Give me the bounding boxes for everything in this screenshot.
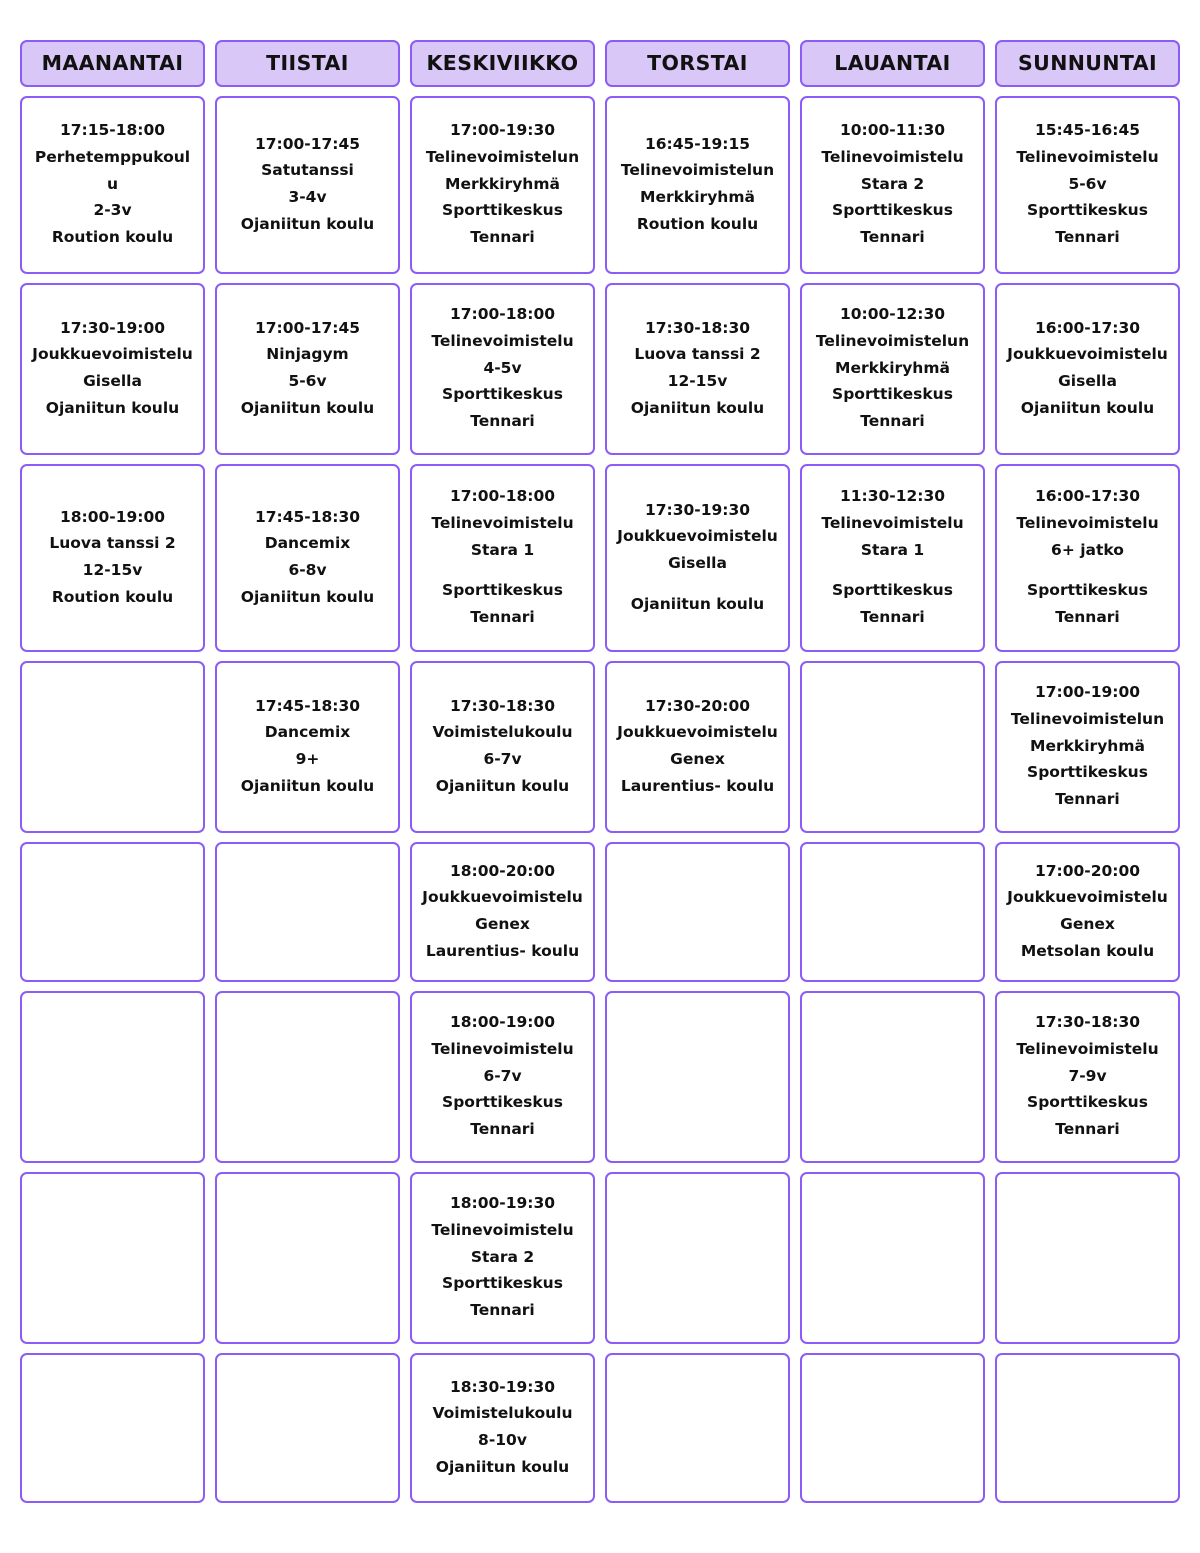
schedule-cell-line: Ojaniitun koulu xyxy=(240,214,375,233)
schedule-cell-line: 17:30-19:30 xyxy=(644,500,751,519)
schedule-cell-line: 12-15v xyxy=(82,561,143,579)
schedule-cell-line: Sporttikeskus xyxy=(442,581,563,600)
schedule-cell-line: 17:30-18:30 xyxy=(1034,1013,1141,1032)
schedule-cell-line: Sporttikeskus xyxy=(832,201,953,220)
schedule-cell-line: Sporttikeskus xyxy=(442,1093,563,1112)
schedule-cell-line: Ojaniitun koulu xyxy=(435,1457,570,1476)
schedule-cell xyxy=(605,96,790,274)
schedule-cell-line: Voimistelukoulu xyxy=(432,1404,573,1423)
schedule-cell-line: Ninjagym xyxy=(266,345,349,364)
schedule-cell-line: Sporttikeskus xyxy=(1027,763,1148,782)
schedule-cell xyxy=(800,661,985,833)
schedule-cell xyxy=(605,991,790,1163)
schedule-cell-line: 10:00-12:30 xyxy=(839,305,946,324)
schedule-cell-line: 16:00-17:30 xyxy=(1034,487,1141,506)
schedule-cell xyxy=(800,1353,985,1503)
day-header-tuesday: TIISTAI xyxy=(215,40,400,87)
schedule-cell xyxy=(215,842,400,982)
schedule-cell-line: Tennari xyxy=(860,227,925,246)
schedule-cell-line: Sporttikeskus xyxy=(442,385,563,404)
schedule-cell-line: 10:00-11:30 xyxy=(839,121,946,140)
schedule-cell-line: Voimistelukoulu xyxy=(432,723,573,742)
schedule-cell-line: Tennari xyxy=(470,1300,535,1319)
schedule-cell xyxy=(605,1353,790,1503)
schedule-cell-line: Ojaniitun koulu xyxy=(45,398,180,417)
schedule-cell xyxy=(410,842,595,982)
schedule-cell-line: Ojaniitun koulu xyxy=(240,776,375,795)
schedule-cell-line: Telinevoimistelu xyxy=(431,1221,574,1240)
schedule-cell xyxy=(20,96,205,274)
schedule-cell xyxy=(995,283,1180,455)
schedule-cell-line: 17:00-18:00 xyxy=(449,305,556,324)
schedule-cell-line: Telinevoimistelu xyxy=(431,332,574,351)
schedule-cell xyxy=(215,661,400,833)
schedule-cell-line: Merkkiryhmä xyxy=(640,188,755,206)
schedule-cell-line: 16:00-17:30 xyxy=(1034,318,1141,337)
schedule-cell-line: Sporttikeskus xyxy=(832,385,953,404)
day-header-sunday: SUNNUNTAI xyxy=(995,40,1180,87)
schedule-cell-line: Joukkuevoimistelu xyxy=(617,723,778,742)
schedule-cell-line: 11:30-12:30 xyxy=(839,487,946,506)
schedule-cell-line: 17:15-18:00 xyxy=(59,121,166,140)
schedule-cell-line: Metsolan koulu xyxy=(1020,941,1155,960)
schedule-cell xyxy=(410,991,595,1163)
schedule-cell xyxy=(20,1353,205,1503)
schedule-cell-line xyxy=(1003,563,1172,577)
schedule-cell-line: Stara 1 xyxy=(860,540,925,559)
schedule-cell-line: Dancemix xyxy=(264,534,351,553)
day-header-monday: MAANANTAI xyxy=(20,40,205,87)
schedule-cell-line: 9+ xyxy=(295,750,320,768)
schedule-cell-line: Sporttikeskus xyxy=(1027,1093,1148,1112)
schedule-cell-line: 4-5v xyxy=(483,358,522,377)
schedule-cell xyxy=(995,842,1180,982)
schedule-cell-line: 6+ jatko xyxy=(1051,540,1124,559)
schedule-cell xyxy=(20,1172,205,1344)
schedule-cell xyxy=(605,283,790,455)
schedule-cell-line: Joukkuevoimistelu xyxy=(1007,345,1168,364)
schedule-cell-line: Satutanssi xyxy=(261,161,354,180)
schedule-cell-line: Telinevoimistelu xyxy=(1016,148,1159,167)
schedule-cell-line: Genex xyxy=(670,750,725,768)
schedule-cell-line: Telinevoimistelu xyxy=(1016,1040,1159,1059)
schedule-cell xyxy=(995,1353,1180,1503)
schedule-cell-line: Ojaniitun koulu xyxy=(630,398,765,417)
schedule-cell-line: Genex xyxy=(1060,915,1115,933)
schedule-cell-line: 18:00-19:00 xyxy=(59,507,166,526)
schedule-cell xyxy=(20,464,205,652)
schedule-cell xyxy=(410,1353,595,1503)
schedule-cell-line: Telinevoimistelu xyxy=(431,1040,574,1059)
schedule-cell xyxy=(215,283,400,455)
schedule-cell-line: Luova tanssi 2 xyxy=(634,345,761,364)
schedule-cell-line: Telinevoimistelun xyxy=(1010,710,1165,729)
schedule-cell xyxy=(605,842,790,982)
schedule-cell-line: Genex xyxy=(475,915,530,933)
schedule-cell-line: Telinevoimistelu xyxy=(821,148,964,167)
schedule-cell xyxy=(605,464,790,652)
schedule-cell-line: Roution koulu xyxy=(51,227,174,246)
schedule-cell-line: Tennari xyxy=(1055,227,1120,246)
schedule-cell-line: Tennari xyxy=(1055,1119,1120,1138)
schedule-cell xyxy=(605,1172,790,1344)
schedule-cell-line: Tennari xyxy=(860,607,925,626)
schedule-cell-line: Tennari xyxy=(470,411,535,430)
schedule-cell-line: 17:00-17:45 xyxy=(254,318,361,337)
schedule-cell-line: 5-6v xyxy=(1068,174,1107,193)
schedule-cell xyxy=(995,464,1180,652)
schedule-cell-line: Joukkuevoimistelu xyxy=(1007,888,1168,907)
schedule-cell-line: Tennari xyxy=(860,411,925,430)
schedule-cell-line: Tennari xyxy=(1055,789,1120,808)
schedule-cell-line: 5-6v xyxy=(288,372,327,390)
schedule-cell-line: 17:30-18:30 xyxy=(644,318,751,337)
schedule-cell-line: Sporttikeskus xyxy=(832,581,953,600)
schedule-cell-line: 18:00-19:30 xyxy=(449,1194,556,1213)
schedule-cell-line xyxy=(418,563,587,577)
schedule-cell-line: Telinevoimistelu xyxy=(431,514,574,533)
schedule-cell-line: Telinevoimistelun xyxy=(425,148,580,167)
schedule-cell-line: 17:30-20:00 xyxy=(644,696,751,715)
schedule-cell-line: Luova tanssi 2 xyxy=(49,534,176,553)
schedule-cell-line: Laurentius- koulu xyxy=(620,776,775,795)
schedule-cell-line: Tennari xyxy=(1055,607,1120,626)
schedule-cell xyxy=(800,842,985,982)
schedule-cell-line: 17:45-18:30 xyxy=(254,507,361,526)
schedule-cell-line: 17:00-19:00 xyxy=(1034,683,1141,702)
schedule-cell-line: Stara 2 xyxy=(470,1247,535,1266)
schedule-cell xyxy=(215,1353,400,1503)
schedule-cell-line: 2-3v xyxy=(93,201,132,220)
schedule-cell-line: 18:30-19:30 xyxy=(449,1377,556,1396)
schedule-cell-line: Roution koulu xyxy=(636,214,759,233)
schedule-cell xyxy=(20,661,205,833)
schedule-cell-line: 17:30-18:30 xyxy=(449,696,556,715)
schedule-cell-line: Stara 2 xyxy=(860,174,925,193)
schedule-cell-line: 15:45-16:45 xyxy=(1034,121,1141,140)
schedule-cell-line: 6-7v xyxy=(483,750,522,768)
schedule-cell-line: Joukkuevoimistelu xyxy=(32,345,193,364)
schedule-cell xyxy=(995,96,1180,274)
schedule-cell-line: Ojaniitun koulu xyxy=(1020,398,1155,417)
schedule-cell-line: Telinevoimistelu xyxy=(821,514,964,533)
schedule-cell-line: 17:45-18:30 xyxy=(254,696,361,715)
schedule-cell-line: 12-15v xyxy=(667,372,728,390)
schedule-cell xyxy=(20,842,205,982)
schedule-cell-line: Joukkuevoimistelu xyxy=(422,888,583,907)
schedule-cell-line: 7-9v xyxy=(1068,1066,1107,1085)
schedule-cell-line: 18:00-19:00 xyxy=(449,1013,556,1032)
schedule-cell-line: Gisella xyxy=(83,372,142,390)
schedule-grid xyxy=(20,40,1180,1503)
schedule-cell-line: Stara 1 xyxy=(470,540,535,559)
schedule-cell-line: Tennari xyxy=(470,227,535,246)
schedule-cell-line: Ojaniitun koulu xyxy=(240,398,375,417)
schedule-cell xyxy=(800,464,985,652)
schedule-cell xyxy=(410,96,595,274)
schedule-cell-line: Roution koulu xyxy=(51,587,174,606)
schedule-cell xyxy=(995,1172,1180,1344)
schedule-cell xyxy=(605,661,790,833)
schedule-cell-line: u xyxy=(106,174,119,193)
schedule-cell-line: Telinevoimistelu xyxy=(1016,514,1159,533)
schedule-cell-line: Sporttikeskus xyxy=(442,1274,563,1293)
schedule-cell-line xyxy=(613,577,782,591)
schedule-cell xyxy=(20,283,205,455)
schedule-cell xyxy=(800,96,985,274)
schedule-cell-line: Gisella xyxy=(1058,372,1117,390)
schedule-cell xyxy=(410,1172,595,1344)
schedule-cell-line: Tennari xyxy=(470,1119,535,1138)
schedule-cell-line: Dancemix xyxy=(264,723,351,742)
schedule-cell-line: Ojaniitun koulu xyxy=(435,776,570,795)
schedule-cell-line: Merkkiryhmä xyxy=(1030,736,1145,755)
schedule-cell-line: Ojaniitun koulu xyxy=(630,594,765,613)
schedule-cell-line: 17:00-19:30 xyxy=(449,121,556,140)
schedule-cell-line: 17:30-19:00 xyxy=(59,318,166,337)
day-header-wednesday: KESKIVIIKKO xyxy=(410,40,595,87)
schedule-cell-line: 18:00-20:00 xyxy=(449,861,556,880)
schedule-cell-line: Telinevoimistelun xyxy=(620,161,775,180)
day-header-thursday: TORSTAI xyxy=(605,40,790,87)
schedule-cell xyxy=(215,464,400,652)
schedule-cell-line: 17:00-20:00 xyxy=(1034,861,1141,880)
schedule-cell-line: Merkkiryhmä xyxy=(835,358,950,377)
schedule-cell-line: 6-8v xyxy=(288,561,327,579)
schedule-cell xyxy=(215,96,400,274)
schedule-cell-line: Telinevoimistelun xyxy=(815,332,970,351)
schedule-cell-line: Sporttikeskus xyxy=(1027,581,1148,600)
schedule-cell-line: Sporttikeskus xyxy=(1027,201,1148,220)
schedule-cell xyxy=(995,991,1180,1163)
schedule-cell-line: 16:45-19:15 xyxy=(644,134,751,153)
schedule-cell-line: Gisella xyxy=(668,554,727,573)
schedule-cell xyxy=(800,991,985,1163)
schedule-cell xyxy=(215,1172,400,1344)
schedule-cell-line: 6-7v xyxy=(483,1066,522,1085)
schedule-cell-line xyxy=(808,563,977,577)
schedule-cell-line: Ojaniitun koulu xyxy=(240,587,375,606)
schedule-cell xyxy=(410,283,595,455)
schedule-cell xyxy=(800,283,985,455)
schedule-cell xyxy=(410,661,595,833)
schedule-cell-line: Sporttikeskus xyxy=(442,201,563,220)
weekly-schedule-table xyxy=(20,0,1180,1503)
schedule-cell xyxy=(410,464,595,652)
schedule-cell xyxy=(995,661,1180,833)
schedule-cell-line: Joukkuevoimistelu xyxy=(617,527,778,546)
schedule-cell xyxy=(215,991,400,1163)
schedule-cell-line: 17:00-17:45 xyxy=(254,134,361,153)
schedule-cell-line: Laurentius- koulu xyxy=(425,941,580,960)
schedule-cell-line: 3-4v xyxy=(288,188,327,206)
schedule-cell-line: Tennari xyxy=(470,607,535,626)
schedule-cell xyxy=(20,991,205,1163)
schedule-cell-line: 8-10v xyxy=(478,1431,527,1449)
schedule-cell xyxy=(800,1172,985,1344)
schedule-cell-line: 17:00-18:00 xyxy=(449,487,556,506)
schedule-cell-line: Merkkiryhmä xyxy=(445,174,560,193)
schedule-cell-line: Perhetemppukoul xyxy=(34,148,191,167)
day-header-saturday: LAUANTAI xyxy=(800,40,985,87)
